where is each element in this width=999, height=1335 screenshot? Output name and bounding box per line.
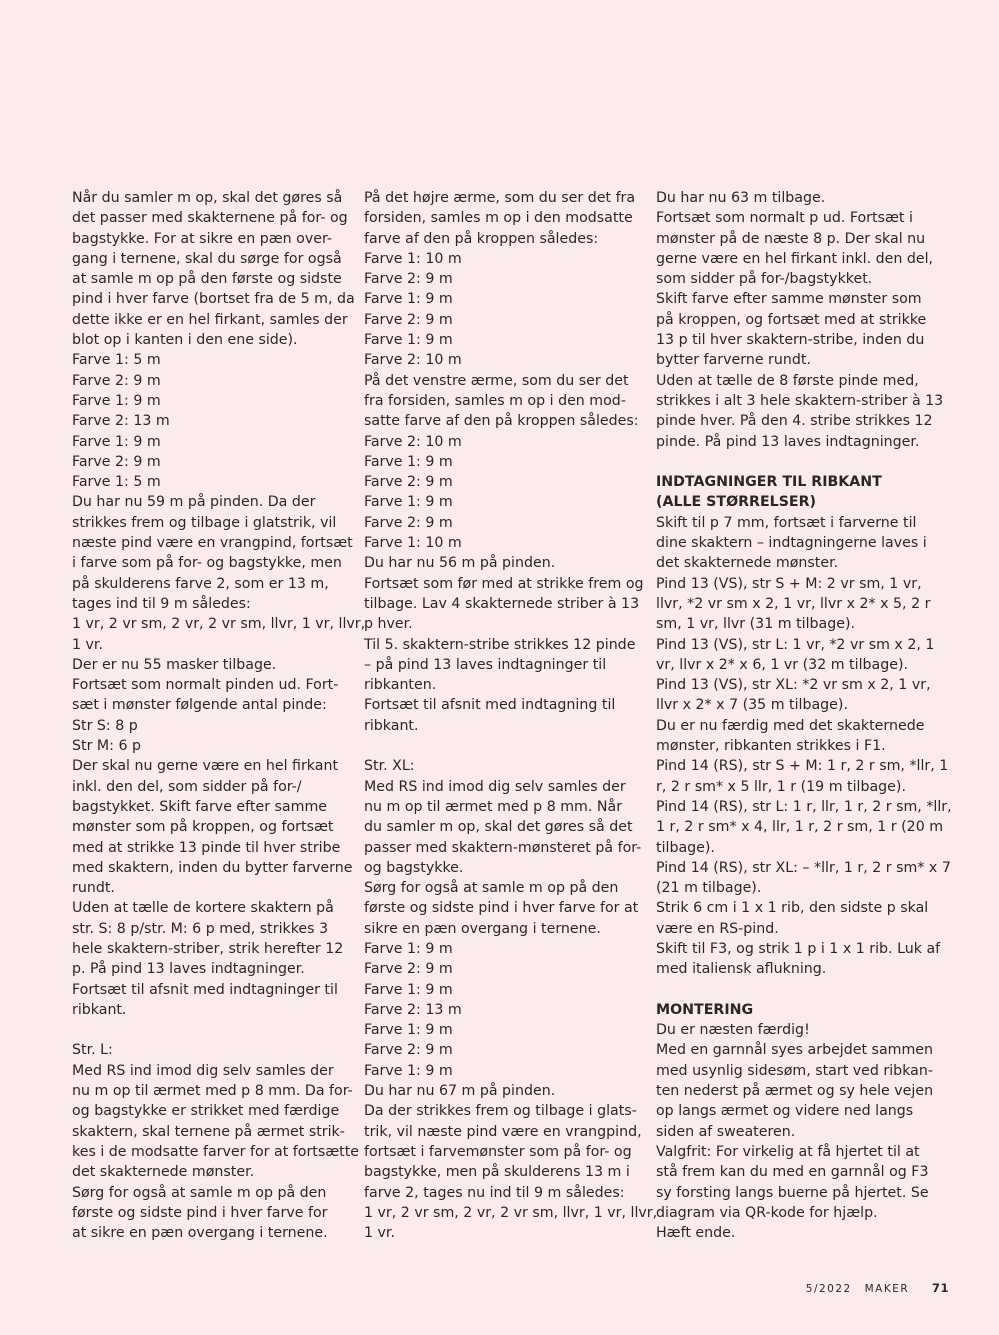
text-line: og bagstykke. bbox=[364, 859, 464, 876]
text-line: 1 vr. bbox=[364, 1225, 395, 1242]
text-line: du samler m op, skal det gøres så det bbox=[364, 819, 633, 836]
text-line: pinde. På pind 13 laves indtagninger. bbox=[656, 433, 920, 450]
text-line: fra forsiden, samles m op i den mod- bbox=[364, 392, 626, 409]
paragraph-spacer bbox=[656, 980, 936, 1000]
text-line: Farve 1: 9 m bbox=[364, 332, 453, 349]
text-line: satte farve af den på kroppen således: bbox=[364, 413, 639, 430]
text-line: på skulderens farve 2, som er 13 m, bbox=[72, 575, 329, 592]
text-line: Farve 2: 13 m bbox=[72, 413, 170, 430]
text-line: Du har nu 59 m på pinden. Da der bbox=[72, 494, 316, 511]
text-line: Farve 1: 9 m bbox=[364, 1062, 453, 1079]
text-line: Valgfrit: For virkelig at få hjertet til at bbox=[656, 1143, 920, 1160]
text-column-3 bbox=[656, 188, 952, 1243]
text-line: tages ind til 9 m således: bbox=[72, 595, 251, 612]
text-line: hele skaktern-striber, strik herefter 12 bbox=[72, 940, 344, 957]
text-line: (21 m tilbage). bbox=[656, 880, 762, 897]
text-line: dette ikke er en hel firkant, samles der bbox=[72, 311, 348, 328]
text-line: nu m op til ærmet med p 8 mm. Når bbox=[364, 798, 623, 815]
text-line: ribkant. bbox=[72, 1001, 127, 1018]
text-line: 1 vr, 2 vr sm, 2 vr, 2 vr sm, llvr, 1 vr, llvr, bbox=[72, 616, 366, 633]
text-line: passer med skaktern-mønsteret på for- bbox=[364, 839, 642, 856]
paragraph-spacer bbox=[364, 736, 640, 756]
text-line: være en RS-pind. bbox=[656, 920, 779, 937]
text-line: forsiden, samles m op i den modsatte bbox=[364, 210, 633, 227]
text-line: Du har nu 56 m på pinden. bbox=[364, 555, 556, 572]
text-line: Der skal nu gerne være en hel firkant bbox=[72, 758, 339, 775]
text-line: Farve 2: 9 m bbox=[364, 514, 453, 531]
text-line: På det venstre ærme, som du ser det bbox=[364, 372, 629, 389]
text-line: Farve 2: 9 m bbox=[364, 961, 453, 978]
text-line: Farve 1: 10 m bbox=[364, 535, 462, 552]
text-line: Med RS ind imod dig selv samles der bbox=[364, 778, 626, 795]
text-line: mønster, ribkanten strikkes i F1. bbox=[656, 738, 886, 755]
text-line: Farve 2: 9 m bbox=[364, 1042, 453, 1059]
text-line: Uden at tælle de kortere skaktern på bbox=[72, 900, 334, 917]
text-line: siden af sweateren. bbox=[656, 1123, 796, 1140]
text-line: trik, vil næste pind være en vrangpind, bbox=[364, 1123, 642, 1140]
text-line: stå frem kan du med en garnnål og F3 bbox=[656, 1164, 929, 1181]
text-line: det skakternede mønster. bbox=[656, 555, 839, 572]
text-line: næste pind være en vrangpind, fortsæt bbox=[72, 535, 353, 552]
text-line: llvr, *2 vr sm x 2, 1 vr, llvr x 2* x 5, 2 r bbox=[656, 595, 931, 612]
text-line: Farve 2: 9 m bbox=[364, 311, 453, 328]
text-line: r, 2 r sm* x 5 llr, 1 r (19 m tilbage). bbox=[656, 778, 906, 795]
text-line: Da der strikkes frem og tilbage i glats- bbox=[364, 1103, 637, 1120]
text-line: Farve 2: 10 m bbox=[364, 352, 462, 369]
text-line: tilbage. Lav 4 skakternede striber à 13 bbox=[364, 595, 640, 612]
text-line: p. På pind 13 laves indtagninger. bbox=[72, 961, 305, 978]
text-line: med at strikke 13 pinde til hver stribe bbox=[72, 839, 341, 856]
text-line: På det højre ærme, som du ser det fra bbox=[364, 190, 636, 206]
text-column-2 bbox=[364, 188, 658, 1243]
text-line: Pind 14 (RS), str XL: – *llr, 1 r, 2 r sm* x 7 bbox=[656, 859, 951, 876]
text-line: Sørg for også at samle m op på den bbox=[72, 1184, 327, 1201]
text-line: sy forsting langs buerne på hjertet. Se bbox=[656, 1184, 929, 1201]
text-line: pinde hver. På den 4. stribe strikkes 12 bbox=[656, 413, 933, 430]
text-line: det skakternede mønster. bbox=[72, 1164, 255, 1181]
text-line: op langs ærmet og videre ned langs bbox=[656, 1103, 914, 1120]
text-line: Fortsæt til afsnit med indtagning til bbox=[364, 697, 616, 714]
text-line: Med en garnnål syes arbejdet sammen bbox=[656, 1042, 934, 1059]
text-line: i farve som på for- og bagstykke, men bbox=[72, 555, 342, 572]
page-footer bbox=[806, 1281, 949, 1295]
text-line: Farve 2: 9 m bbox=[364, 474, 453, 491]
section-heading: (ALLE STØRRELSER) bbox=[656, 494, 817, 511]
text-line: Pind 14 (RS), str S + M: 1 r, 2 r sm, *llr, 1 bbox=[656, 758, 949, 775]
text-line: 1 r, 2 r sm* x 4, llr, 1 r, 2 r sm, 1 r (20 m bbox=[656, 819, 944, 836]
text-line: skaktern, skal ternene på ærmet strik- bbox=[72, 1123, 345, 1140]
text-line: strikkes i alt 3 hele skaktern-striber à 13 bbox=[656, 392, 944, 409]
text-line: som sidder på for-/bagstykket. bbox=[656, 271, 873, 288]
text-line: Farve 1: 9 m bbox=[72, 392, 161, 409]
text-line: og bagstykke er strikket med færdige bbox=[72, 1103, 340, 1120]
section-heading: MONTERING bbox=[656, 1001, 754, 1018]
text-line: på kroppen, og fortsæt med at strikke bbox=[656, 311, 927, 328]
text-line: Str. L: bbox=[72, 1042, 113, 1059]
text-line: Sørg for også at samle m op på den bbox=[364, 880, 619, 897]
text-line: p hver. bbox=[364, 616, 413, 633]
text-line: farve af den på kroppen således: bbox=[364, 230, 599, 247]
text-line: Farve 1: 9 m bbox=[364, 981, 453, 998]
text-line: bagstykket. Skift farve efter samme bbox=[72, 798, 327, 815]
text-line: Hæft ende. bbox=[656, 1225, 736, 1242]
text-line: første og sidste pind i hver farve for bbox=[72, 1204, 328, 1221]
text-line: Skift farve efter samme mønster som bbox=[656, 291, 922, 308]
text-line: 1 vr, 2 vr sm, 2 vr, 2 vr sm, llvr, 1 vr, llvr, bbox=[364, 1204, 658, 1221]
issue-number: 5/2022 bbox=[805, 1283, 852, 1295]
text-line: Farve 2: 13 m bbox=[364, 1001, 462, 1018]
text-line: Pind 13 (VS), str L: 1 vr, *2 vr sm x 2, 1 bbox=[656, 636, 935, 653]
text-line: 1 vr. bbox=[72, 636, 103, 653]
text-line: diagram via QR-kode for hjælp. bbox=[656, 1204, 878, 1221]
text-line: sm, 1 vr, llvr (31 m tilbage). bbox=[656, 616, 855, 633]
text-line: blot op i kanten i den ene side). bbox=[72, 332, 298, 349]
text-line: Farve 2: 9 m bbox=[364, 271, 453, 288]
text-line: Skift til F3, og strik 1 p i 1 x 1 rib. Luk af bbox=[656, 940, 941, 957]
text-line: at sikre en pæn overgang i ternene. bbox=[72, 1225, 328, 1242]
text-line: 13 p til hver skaktern-stribe, inden du bbox=[656, 332, 925, 349]
text-line: med usynlig sidesøm, start ved ribkan- bbox=[656, 1062, 933, 1079]
text-line: Farve 1: 5 m bbox=[72, 474, 161, 491]
text-line: med skaktern, inden du bytter farverne bbox=[72, 859, 353, 876]
text-line: mønster på de næste 8 p. Der skal nu bbox=[656, 230, 926, 247]
text-line: pind i hver farve (bortset fra de 5 m, da bbox=[72, 291, 355, 308]
text-line: farve 2, tages nu ind til 9 m således: bbox=[364, 1184, 625, 1201]
text-line: Fortsæt som normalt p ud. Fortsæt i bbox=[656, 210, 913, 227]
magazine-name: MAKER bbox=[864, 1283, 910, 1295]
text-line: fortsæt i farvemønster som på for- og bbox=[364, 1143, 632, 1160]
text-line: vr, llvr x 2* x 6, 1 vr (32 m tilbage). bbox=[656, 656, 908, 673]
text-line: at samle m op på den første og sidste bbox=[72, 271, 342, 288]
text-line: med italiensk aflukning. bbox=[656, 961, 827, 978]
text-line: Når du samler m op, skal det gøres så bbox=[72, 190, 343, 206]
text-line: – på pind 13 laves indtagninger til bbox=[364, 656, 607, 673]
text-line: Pind 14 (RS), str L: 1 r, llr, 1 r, 2 r sm, *llr, bbox=[656, 798, 952, 815]
text-line: ribkanten. bbox=[364, 677, 437, 694]
text-line: bytter farverne rundt. bbox=[656, 352, 811, 369]
text-line: Du er nu færdig med det skakternede bbox=[656, 717, 925, 734]
text-line: sikre en pæn overgang i ternene. bbox=[364, 920, 601, 937]
text-line: Pind 13 (VS), str S + M: 2 vr sm, 1 vr, bbox=[656, 575, 922, 592]
text-line: Fortsæt til afsnit med indtagninger til bbox=[72, 981, 338, 998]
text-line: Der er nu 55 masker tilbage. bbox=[72, 656, 277, 673]
text-line: Farve 2: 9 m bbox=[72, 372, 161, 389]
text-line: bagstykke, men på skulderens 13 m i bbox=[364, 1164, 630, 1181]
text-line: Uden at tælle de 8 første pinde med, bbox=[656, 372, 919, 389]
text-line: Farve 1: 5 m bbox=[72, 352, 161, 369]
text-line: rundt. bbox=[72, 880, 115, 897]
text-line: Farve 2: 9 m bbox=[72, 453, 161, 470]
text-line: Fortsæt som før med at strikke frem og bbox=[364, 575, 644, 592]
text-line: ten nederst på ærmet og sy hele vejen bbox=[656, 1083, 934, 1100]
text-line: Str S: 8 p bbox=[72, 717, 138, 734]
text-line: bagstykke. For at sikre en pæn over- bbox=[72, 230, 333, 247]
text-line: ribkant. bbox=[364, 717, 419, 734]
text-line: Farve 1: 9 m bbox=[72, 433, 161, 450]
text-line: inkl. den del, som sidder på for-/ bbox=[72, 778, 302, 795]
text-line: det passer med skakternene på for- og bbox=[72, 210, 348, 227]
text-line: tilbage). bbox=[656, 839, 715, 856]
text-line: strikkes frem og tilbage i glatstrik, vil bbox=[72, 514, 337, 531]
text-line: sæt i mønster følgende antal pinde: bbox=[72, 697, 327, 714]
text-line: str. S: 8 p/str. M: 6 p med, strikkes 3 bbox=[72, 920, 329, 937]
text-line: gang i ternene, skal du sørge for også bbox=[72, 250, 342, 267]
text-line: Str M: 6 p bbox=[72, 738, 141, 755]
text-line: Med RS ind imod dig selv samles der bbox=[72, 1062, 334, 1079]
text-line: kes i de modsatte farver for at fortsætte bbox=[72, 1143, 360, 1160]
page-number: 71 bbox=[931, 1281, 949, 1295]
text-line: Farve 1: 10 m bbox=[364, 250, 462, 267]
text-line: Pind 13 (VS), str XL: *2 vr sm x 2, 1 vr, bbox=[656, 677, 931, 694]
text-line: nu m op til ærmet med p 8 mm. Da for- bbox=[72, 1083, 353, 1100]
text-line: Du har nu 63 m tilbage. bbox=[656, 190, 826, 206]
text-line: Skift til p 7 mm, fortsæt i farverne til bbox=[656, 514, 917, 531]
paragraph-spacer bbox=[72, 1020, 348, 1040]
text-line: Farve 1: 9 m bbox=[364, 1022, 453, 1039]
text-line: Fortsæt som normalt pinden ud. Fort- bbox=[72, 677, 339, 694]
text-line: Du er næsten færdig! bbox=[656, 1022, 810, 1039]
text-line: Farve 1: 9 m bbox=[364, 291, 453, 308]
text-line: Farve 1: 9 m bbox=[364, 453, 453, 470]
text-line: dine skaktern – indtagningerne laves i bbox=[656, 535, 927, 552]
text-line: Du har nu 67 m på pinden. bbox=[364, 1083, 556, 1100]
text-line: Farve 1: 9 m bbox=[364, 940, 453, 957]
text-line: Strik 6 cm i 1 x 1 rib, den sidste p skal bbox=[656, 900, 929, 917]
text-line: llvr x 2* x 7 (35 m tilbage). bbox=[656, 697, 848, 714]
text-line: første og sidste pind i hver farve for at bbox=[364, 900, 639, 917]
section-heading: INDTAGNINGER TIL RIBKANT bbox=[656, 474, 882, 491]
text-line: gerne være en hel firkant inkl. den del, bbox=[656, 250, 934, 267]
text-line: Farve 1: 9 m bbox=[364, 494, 453, 511]
paragraph-spacer bbox=[656, 452, 936, 472]
text-column-1 bbox=[72, 188, 366, 1243]
text-line: mønster som på kroppen, og fortsæt bbox=[72, 819, 334, 836]
text-line: Farve 2: 10 m bbox=[364, 433, 462, 450]
text-line: Str. XL: bbox=[364, 758, 415, 775]
text-line: Til 5. skaktern-stribe strikkes 12 pinde bbox=[364, 636, 636, 653]
